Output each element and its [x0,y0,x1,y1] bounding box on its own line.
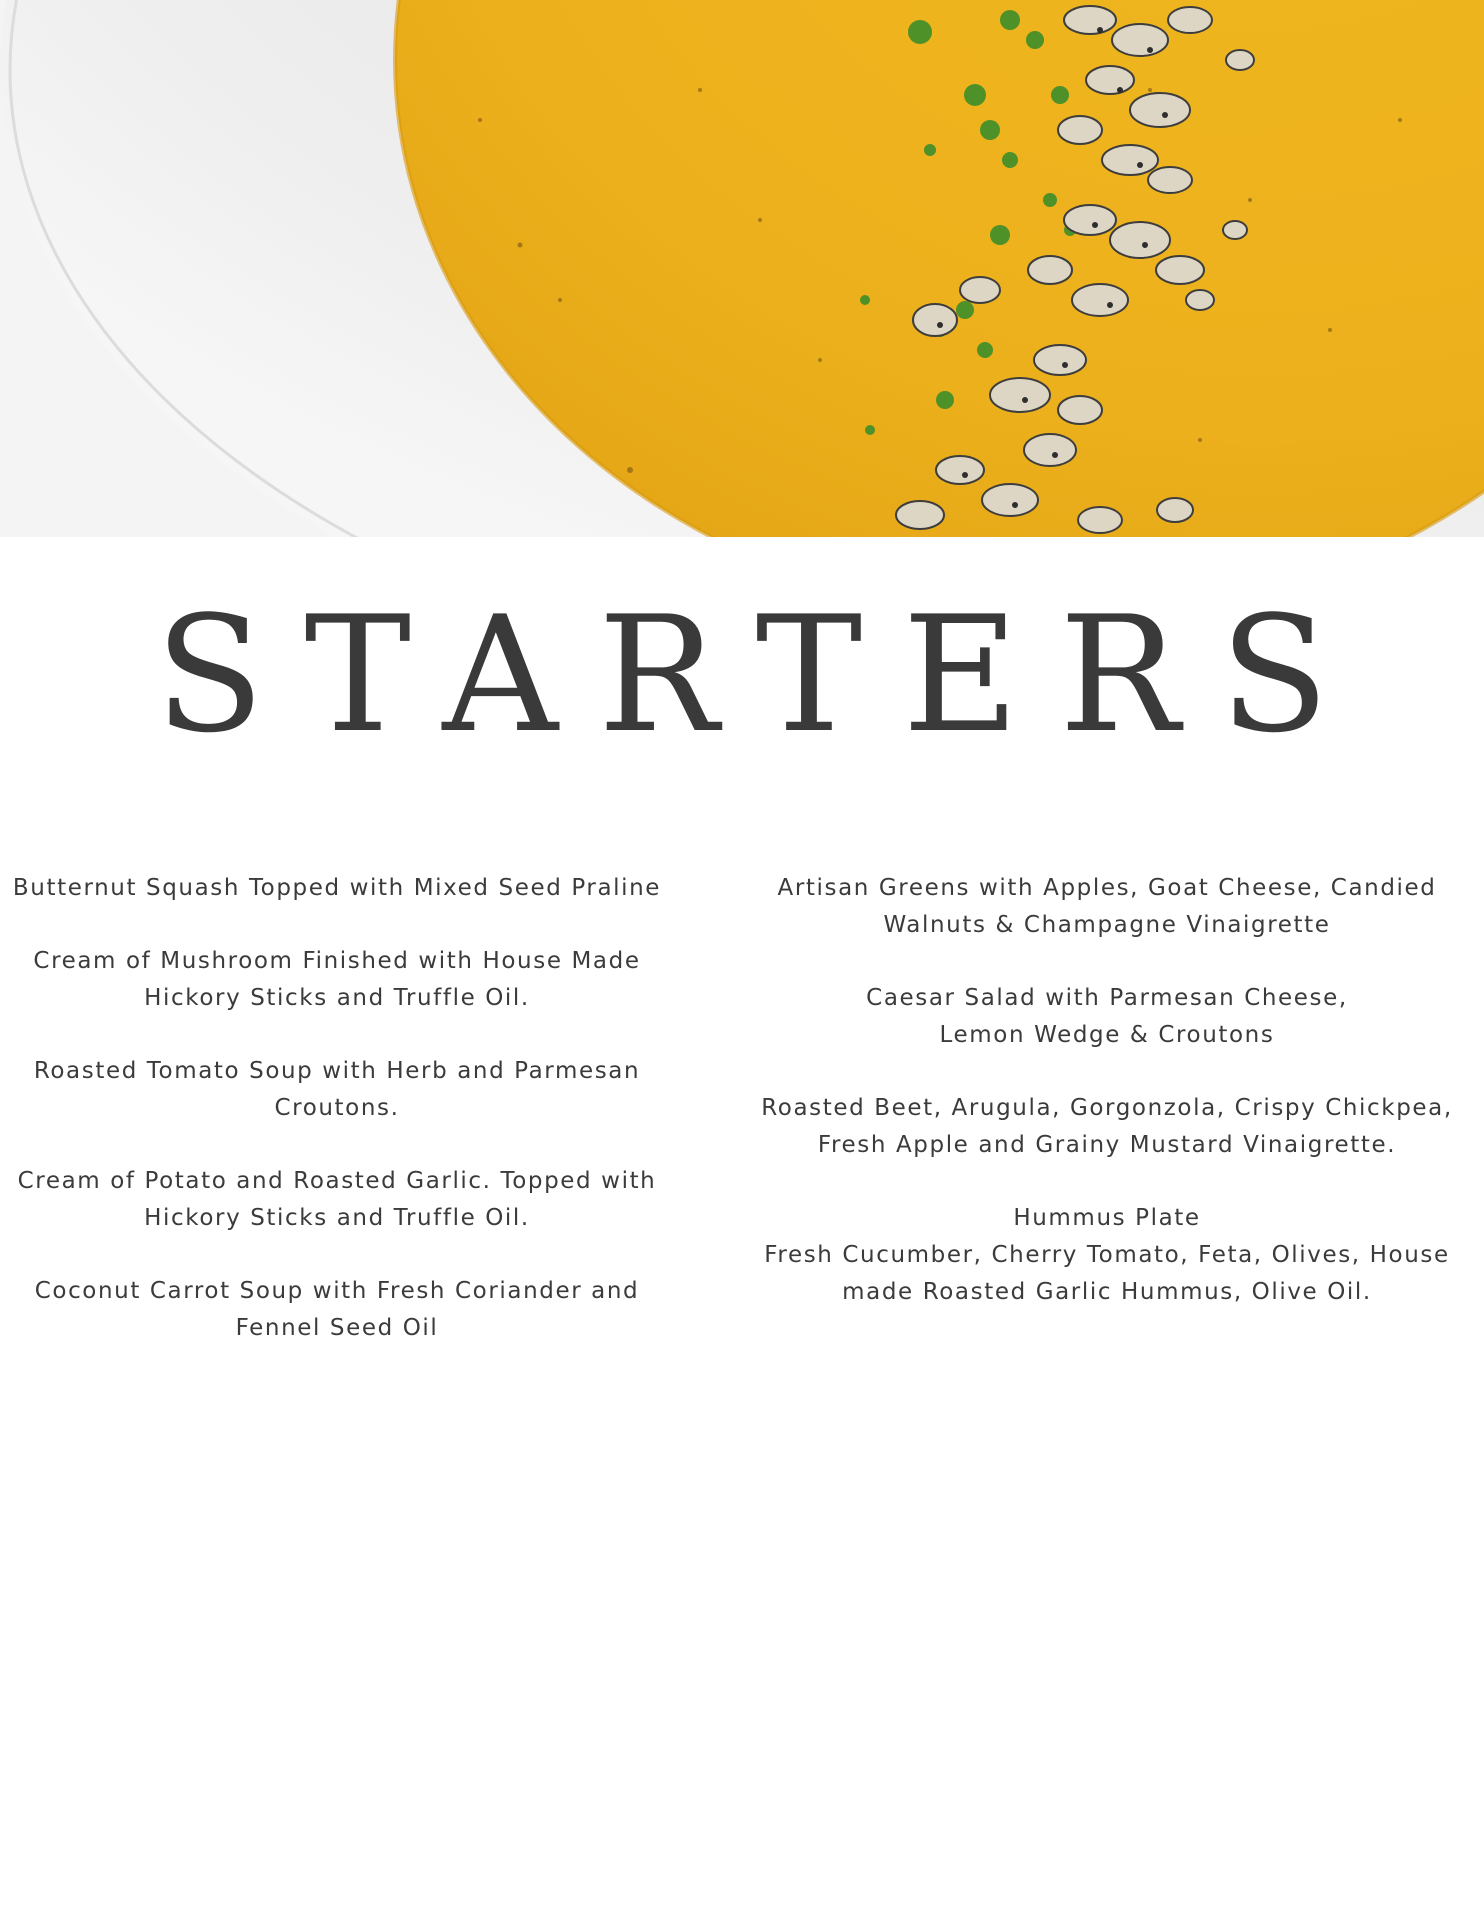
menu-item-line: Cream of Potato and Roasted Garlic. Topped with [17,1168,657,1194]
menu-item-line: Lemon Wedge & Croutons [939,1022,1275,1048]
menu-item-line: Fresh Cucumber, Cherry Tomato, Feta, Olives, House [764,1242,1450,1268]
menu-item [757,870,1457,944]
menu-item-line: Fresh Apple and Grainy Mustard Vinaigrette. [817,1132,1397,1158]
menu-item-line: Fennel Seed Oil [235,1315,439,1341]
menu-item-line: Artisan Greens with Apples, Goat Cheese, Candied [777,875,1437,901]
right-menu-column [757,870,1457,1347]
menu-item-line: Walnuts & Champagne Vinaigrette [883,912,1331,938]
menu-item-line: Roasted Beet, Arugula, Gorgonzola, Crispy Chickpea, [761,1095,1453,1121]
menu-item [0,1053,687,1127]
hero-image [0,0,1484,537]
menu-item [757,980,1457,1054]
menu-item-line: Hummus Plate [1013,1205,1201,1231]
menu-item-line: made Roasted Garlic Hummus, Olive Oil. [842,1279,1372,1305]
menu-item [0,1273,687,1347]
menu-item [0,1163,687,1237]
menu-item-line: Butternut Squash Topped with Mixed Seed Praline [12,875,662,901]
left-menu-column [0,870,687,1383]
soup-bowl-photo-icon [0,0,1484,537]
menu-item-line: Roasted Tomato Soup with Herb and Parmesan [33,1058,641,1084]
menu-item [0,943,687,1017]
menu-item-line: Cream of Mushroom Finished with House Made [33,948,641,974]
menu-item-line: Caesar Salad with Parmesan Cheese, [866,985,1348,1011]
menu-item [0,870,687,907]
menu-item-line: Coconut Carrot Soup with Fresh Coriander and [34,1278,640,1304]
menu-item [757,1200,1457,1311]
page-title: STARTERS [154,581,1370,768]
menu-item-line: Hickory Sticks and Truffle Oil. [144,1205,530,1231]
menu-item [757,1090,1457,1164]
menu-item-line: Croutons. [274,1095,400,1121]
menu-item-line: Hickory Sticks and Truffle Oil. [144,985,530,1011]
